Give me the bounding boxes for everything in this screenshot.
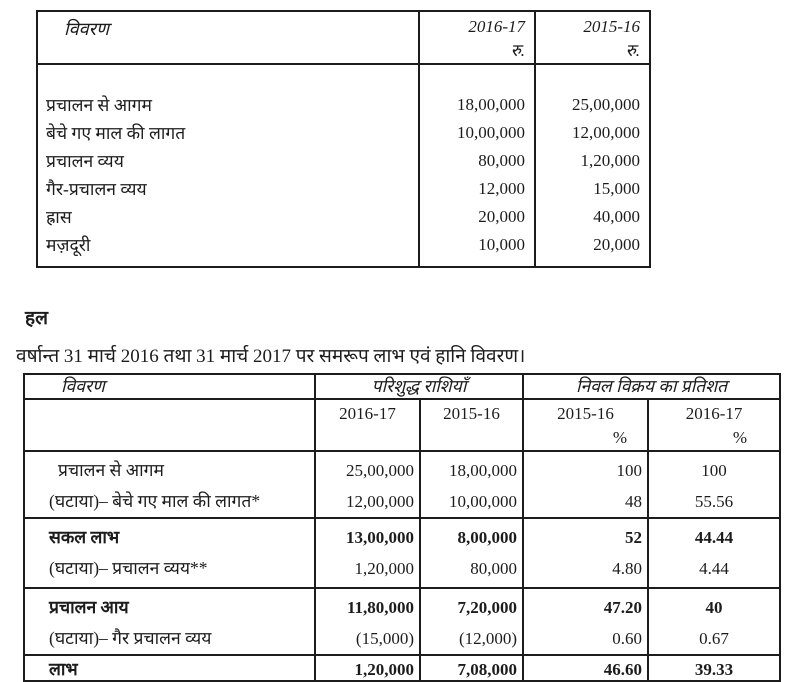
group-amounts-2016-17 [315,518,420,588]
amount-value: (12,000) [458,629,518,648]
solution-header-amt-year-2015-16: 2015-16 [420,399,523,451]
group-amounts-2015-16 [420,518,523,588]
input-table-body-row [37,64,650,267]
solution-header-group-row [24,374,780,399]
amount-value: 10,00,000 [457,123,525,142]
row-label: प्रचालन व्यय [46,151,124,171]
solution-header-particulars: विवरण [24,374,315,399]
amount-value: 1,20,000 [580,151,640,170]
amount-value: 80,000 [470,559,518,578]
percent-value: 48 [625,492,643,511]
group-amounts-2016-17 [315,655,420,681]
group-percent-2016-17 [648,655,780,681]
group-labels [24,588,315,655]
input-amounts-2016-17-column [419,64,535,267]
row-label: गैर-प्रचालन व्यय [46,179,147,199]
amount-value: 12,000 [478,179,525,198]
amount-value: 20,000 [478,207,525,226]
year-label: 2015-16 [583,17,640,36]
group-percent-2015-16 [523,655,648,681]
group-percent-2015-16 [523,588,648,655]
percent-sign: % [732,428,748,447]
amount-value: 25,00,000 [346,461,414,480]
input-particulars-column [37,64,419,267]
percent-value: 4.44 [699,559,729,578]
percent-value: 40 [705,598,723,617]
amount-value: 18,00,000 [457,95,525,114]
amount-value: 1,20,000 [354,559,414,578]
input-header-year-2016-17 [419,11,535,64]
amount-value: 20,000 [593,235,640,254]
row-label: बेचे गए माल की लागत [46,123,186,143]
group-amounts-2015-16 [420,588,523,655]
amount-value: 1,20,000 [354,660,414,679]
group-amounts-2016-17 [315,588,420,655]
row-label: लाभ [49,659,78,679]
currency-label: रु. [625,41,640,60]
year-label: 2016-17 [685,404,743,423]
solution-group-gross-profit [24,518,780,588]
group-amounts-2015-16 [420,655,523,681]
solution-header-empty-cell [24,399,315,451]
amount-value: (15,000) [355,629,414,648]
row-label: मज़दूरी [46,235,91,255]
input-header-year-2015-16 [535,11,650,64]
percent-value: 0.67 [699,629,729,648]
solution-heading: हल [25,308,48,329]
percent-value: 0.60 [612,629,643,648]
group-percent-2015-16 [523,518,648,588]
amount-value: 15,000 [593,179,640,198]
amount-value: 13,00,000 [346,528,414,547]
solution-header-pct-year-2015-16 [523,399,648,451]
currency-label: रु. [510,41,525,60]
amount-value: 10,000 [478,235,525,254]
input-data-table [36,10,651,268]
group-percent-2016-17 [648,451,780,518]
row-label: प्रचालन से आगम [46,95,152,115]
amount-value: 12,00,000 [346,492,414,511]
year-label: 2016-17 [468,17,525,36]
percent-value: 100 [701,461,727,480]
row-label: (घटाया)– गैर प्रचालन व्यय [49,628,212,648]
amount-value: 11,80,000 [346,598,414,617]
percent-value: 4.80 [612,559,643,578]
percent-value: 55.56 [694,492,734,511]
amount-value: 8,00,000 [457,528,518,547]
solution-group-profit [24,655,780,681]
amount-value: 12,00,000 [572,123,640,142]
row-label: प्रचालन से आगम [58,460,164,480]
input-amounts-2015-16-column [535,64,650,267]
solution-header-absolute-amounts: परिशुद्ध राशियाँ [315,374,523,399]
input-header-particulars: विवरण [37,11,419,64]
row-label: (घटाया)– प्रचालन व्यय** [49,558,208,578]
amount-value: 7,20,000 [457,598,518,617]
percent-value: 100 [616,461,643,480]
amount-value: 10,00,000 [449,492,518,511]
percent-value: 39.33 [694,660,734,679]
percent-value: 44.44 [694,528,734,547]
amount-value: 7,08,000 [457,660,518,679]
row-label: प्रचालन आय [49,597,129,617]
group-percent-2016-17 [648,588,780,655]
percent-value: 46.60 [603,660,643,679]
row-label: (घटाया)– बेचे गए माल की लागत* [49,491,261,511]
amount-value: 25,00,000 [572,95,640,114]
amount-value: 80,000 [478,151,525,170]
row-label: ह्रास [46,207,72,227]
group-labels [24,451,315,518]
amount-value: 40,000 [593,207,640,226]
solution-intro-text: वर्षान्त 31 मार्च 2016 तथा 31 मार्च 2017 पर समरूप लाभ एवं हानि विवरण। [16,346,526,367]
year-label: 2015-16 [557,404,614,423]
solution-group-operating-income [24,588,780,655]
percent-value: 52 [625,528,643,547]
percent-value: 47.20 [603,598,643,617]
solution-header-year-row [24,399,780,451]
group-labels [24,655,315,681]
solution-header-amt-year-2016-17: 2016-17 [315,399,420,451]
group-percent-2016-17 [648,518,780,588]
group-amounts-2016-17 [315,451,420,518]
solution-table [23,373,781,682]
input-table-header-row [37,11,650,64]
group-percent-2015-16 [523,451,648,518]
amount-value: 18,00,000 [449,461,518,480]
group-labels [24,518,315,588]
solution-group-revenue [24,451,780,518]
group-amounts-2015-16 [420,451,523,518]
row-label: सकल लाभ [49,527,120,547]
solution-header-pct-year-2016-17 [648,399,780,451]
percent-sign: % [612,428,628,447]
solution-header-percent-of-net-sales: निवल विक्रय का प्रतिशत [523,374,780,399]
